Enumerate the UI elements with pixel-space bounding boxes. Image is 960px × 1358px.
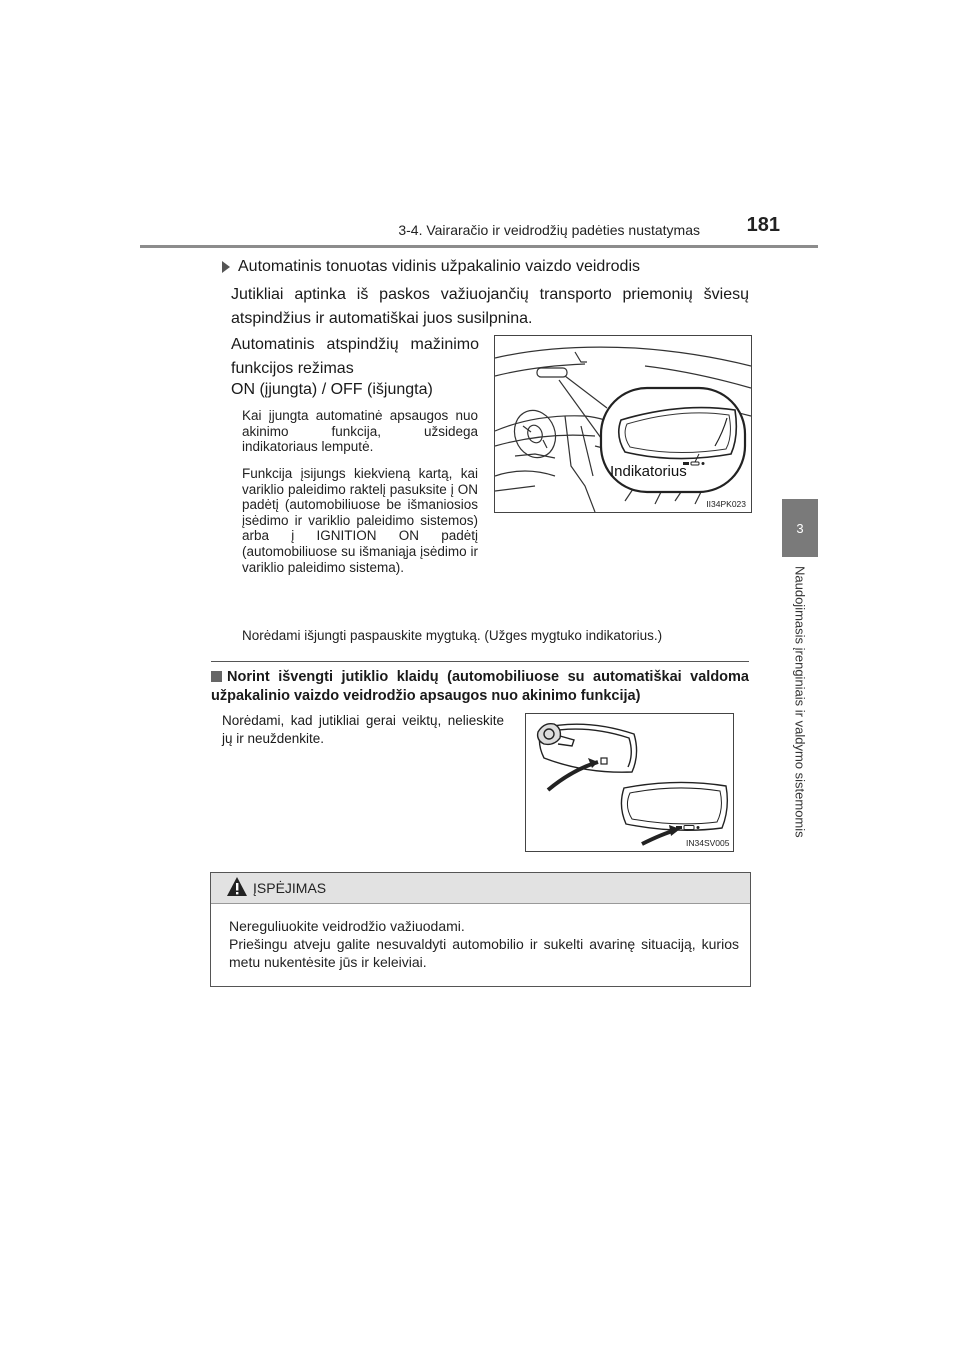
- warning-triangle-icon: [226, 876, 248, 898]
- warning-box: [210, 872, 751, 987]
- chapter-tab: [782, 499, 818, 557]
- figure-code: II34PK023: [706, 499, 746, 509]
- subsection-heading: [222, 258, 762, 276]
- warning-title: ĮSPĖJIMAS: [253, 880, 327, 896]
- chapter-number: 3: [796, 520, 804, 536]
- note-indicator: Kai įjungta automatinė apsaugos nuo akinimo funkcija, užsidega indikatoriaus lemputė.: [242, 408, 478, 455]
- chapter-side-label: [782, 566, 818, 872]
- cabin-mirror-illustration: [495, 336, 751, 512]
- intro-paragraph: Jutikliai aptinka iš paskos važiuojančių transporto priemonių šviesų atspindžius ir automatiškai juos susilpnina.: [231, 286, 749, 327]
- mirror-sensors-figure: [525, 713, 734, 852]
- mode-state: ON (įjungta) / OFF (išjungta): [231, 381, 433, 398]
- warning-line-2: Priešingu atveju galite nesuvaldyti automobilio ir sukelti avarinę situaciją, kurios metu nukentėsite jūs ir keleiviai.: [229, 936, 739, 970]
- warning-line-1: Nereguliuokite veidrodžio važiuodami.: [229, 918, 465, 934]
- triangle-bullet-icon: [222, 261, 230, 273]
- mirror-sensors-illustration: [526, 714, 733, 851]
- note-auto-on: Funkcija įsijungs kiekvieną kartą, kai variklio paleidimo raktelį pasuksite į ON padėtį (automobiliuose be išmaniosios įsėdimo ir variklio paleidimo sistemos) arba į IGNITION ON padėtį (automobiliuose su išmaniąja įsėdimo ir variklio paleidimo sistema).: [242, 466, 478, 575]
- subsection-heading-text: Automatinis tonuotas vidinis užpakalinio vaizdo veidrodis: [238, 258, 640, 275]
- cabin-mirror-figure: [494, 335, 752, 513]
- mode-title: Automatinis atspindžių mažinimo funkcijos režimas: [231, 336, 479, 377]
- section-divider: [211, 661, 749, 662]
- section-title-text: Norint išvengti jutiklio klaidų (automobiliuose su automatiškai valdoma užpakalinio vaizdo veidrodžio apsaugos nuo akinimo funkcija): [211, 669, 749, 704]
- indicator-callout-label: Indikatorius: [610, 463, 687, 480]
- page-number: 181: [746, 214, 780, 236]
- note-off: Norėdami išjungti paspauskite mygtuką. (Užges mygtuko indikatorius.): [242, 628, 663, 643]
- section-title: [211, 668, 749, 706]
- warning-body: [229, 917, 739, 971]
- running-header: 3-4. Vairaračio ir veidrodžių padėties nustatymas: [398, 222, 700, 238]
- header-rule: [140, 245, 818, 248]
- chapter-title: Naudojimasis įrenginiais ir valdymo sistemomis: [792, 566, 808, 838]
- figure2-code: IN34SV005: [686, 838, 730, 848]
- sensor-paragraph: Norėdami, kad jutikliai gerai veiktų, nelieskite jų ir neuždenkite.: [222, 713, 504, 746]
- warning-header: [211, 873, 750, 904]
- square-bullet-icon: [211, 671, 222, 682]
